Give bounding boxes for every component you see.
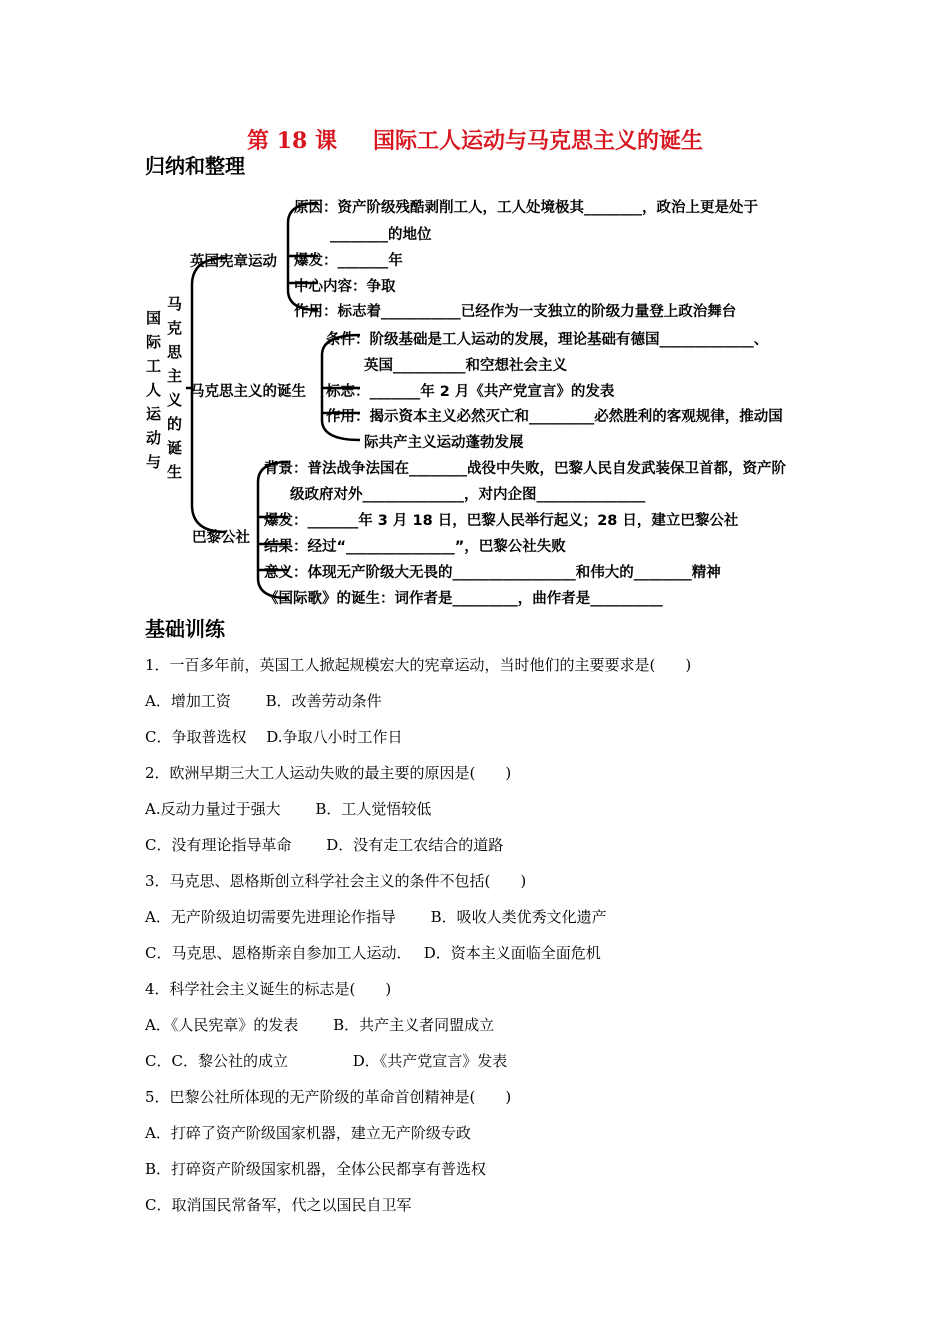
- chartism-cause-cont: ________的地位: [330, 227, 432, 243]
- question-4-options-cd: C．C．黎公社的成立 D．《共产党宣言》发表: [145, 1052, 508, 1070]
- question-5: 5．巴黎公社所体现的无产阶级的革命首创精神是( ): [145, 1088, 512, 1106]
- question-1: 1．一百多年前，英国工人掀起规模宏大的宪章运动，当时他们的主要要求是( ): [145, 656, 692, 674]
- question-1-options-ab: A．增加工资 B．改善劳动条件: [145, 692, 382, 710]
- marxism-conditions-cont: 英国__________和空想社会主义: [364, 358, 567, 374]
- question-1-options-cd: C．争取普选权 D.争取八小时工作日: [145, 728, 403, 746]
- marxism-effect-cont: 际共产主义运动蓬勃发展: [364, 435, 524, 451]
- question-4-options-ab: A．《人民宪章》的发表 B．共产主义者同盟成立: [145, 1016, 495, 1034]
- branch-chartism: 英国宪章运动: [190, 254, 277, 270]
- paris-background-cont: 级政府对外______________，对内企图_______________: [290, 487, 646, 503]
- question-3-options-ab: A．无产阶级迫切需要先进理论作指导 B．吸收人类优秀文化遗产: [145, 908, 607, 926]
- sub-root-label: 马克思主义的诞生: [165, 296, 183, 488]
- chartism-effect: 作用：标志着___________已经作为一支独立的阶级力量登上政治舞台: [294, 304, 737, 320]
- chartism-outbreak: 爆发：_______年: [294, 253, 403, 269]
- summary-heading: 归纳和整理: [145, 154, 245, 178]
- branch-paris: 巴黎公社: [192, 530, 250, 546]
- chartism-cause: 原因：资产阶级残酷剥削工人，工人处境极其________，政治上更是处于: [294, 200, 758, 216]
- training-heading: 基础训练: [145, 617, 225, 641]
- question-5-option-b: B．打碎资产阶级国家机器，全体公民都享有普选权: [145, 1160, 487, 1178]
- question-2-options-cd: C．没有理论指导革命 D．没有走工农结合的道路: [145, 836, 504, 854]
- branch-marxism: 马克思主义的诞生: [190, 384, 306, 400]
- question-4: 4．科学社会主义诞生的标志是( ): [145, 980, 392, 998]
- question-2-options-ab: A.反动力量过于强大 B．工人觉悟较低: [145, 800, 432, 818]
- marxism-sign: 标志：_______年 2 月《共产党宣言》的发表: [326, 384, 615, 400]
- question-3-options-cd: C．马克思、恩格斯亲自参加工人运动． D．资本主义面临全面危机: [145, 944, 601, 962]
- question-5-option-c: C．取消国民常备军，代之以国民自卫军: [145, 1196, 412, 1214]
- lesson-number: 第 18 课: [247, 128, 337, 154]
- paris-outbreak: 爆发：_______年 3 月 18 日，巴黎人民举行起义；28 日，建立巴黎公社: [264, 513, 739, 529]
- paris-background: 背景：普法战争法国在________战役中失败，巴黎人民自发武装保卫首都，资产阶: [264, 461, 786, 477]
- question-5-option-a: A．打碎了资产阶级国家机器，建立无产阶级专政: [145, 1124, 471, 1142]
- lesson-topic: 国际工人运动与马克思主义的诞生: [372, 128, 703, 154]
- question-3: 3．马克思、恩格斯创立科学社会主义的条件不包括( ): [145, 872, 527, 890]
- internationale-origin: 《国际歌》的诞生：词作者是_________，曲作者是__________: [264, 591, 663, 607]
- marxism-effect: 作用：揭示资本主义必然灭亡和_________必然胜利的客观规律，推动国: [326, 409, 783, 425]
- root-label: 国际工人运动与: [144, 310, 162, 478]
- question-2: 2．欧洲早期三大工人运动失败的最主要的原因是( ): [145, 764, 512, 782]
- chartism-content: 中心内容：争取: [294, 279, 396, 295]
- paris-result: 结果：经过“_______________”，巴黎公社失败: [264, 539, 566, 555]
- marxism-conditions: 条件：阶级基础是工人运动的发展，理论基础有德国_____________、: [326, 332, 769, 348]
- paris-significance: 意义：体现无产阶级大无畏的_________________和伟大的________精神: [264, 565, 721, 581]
